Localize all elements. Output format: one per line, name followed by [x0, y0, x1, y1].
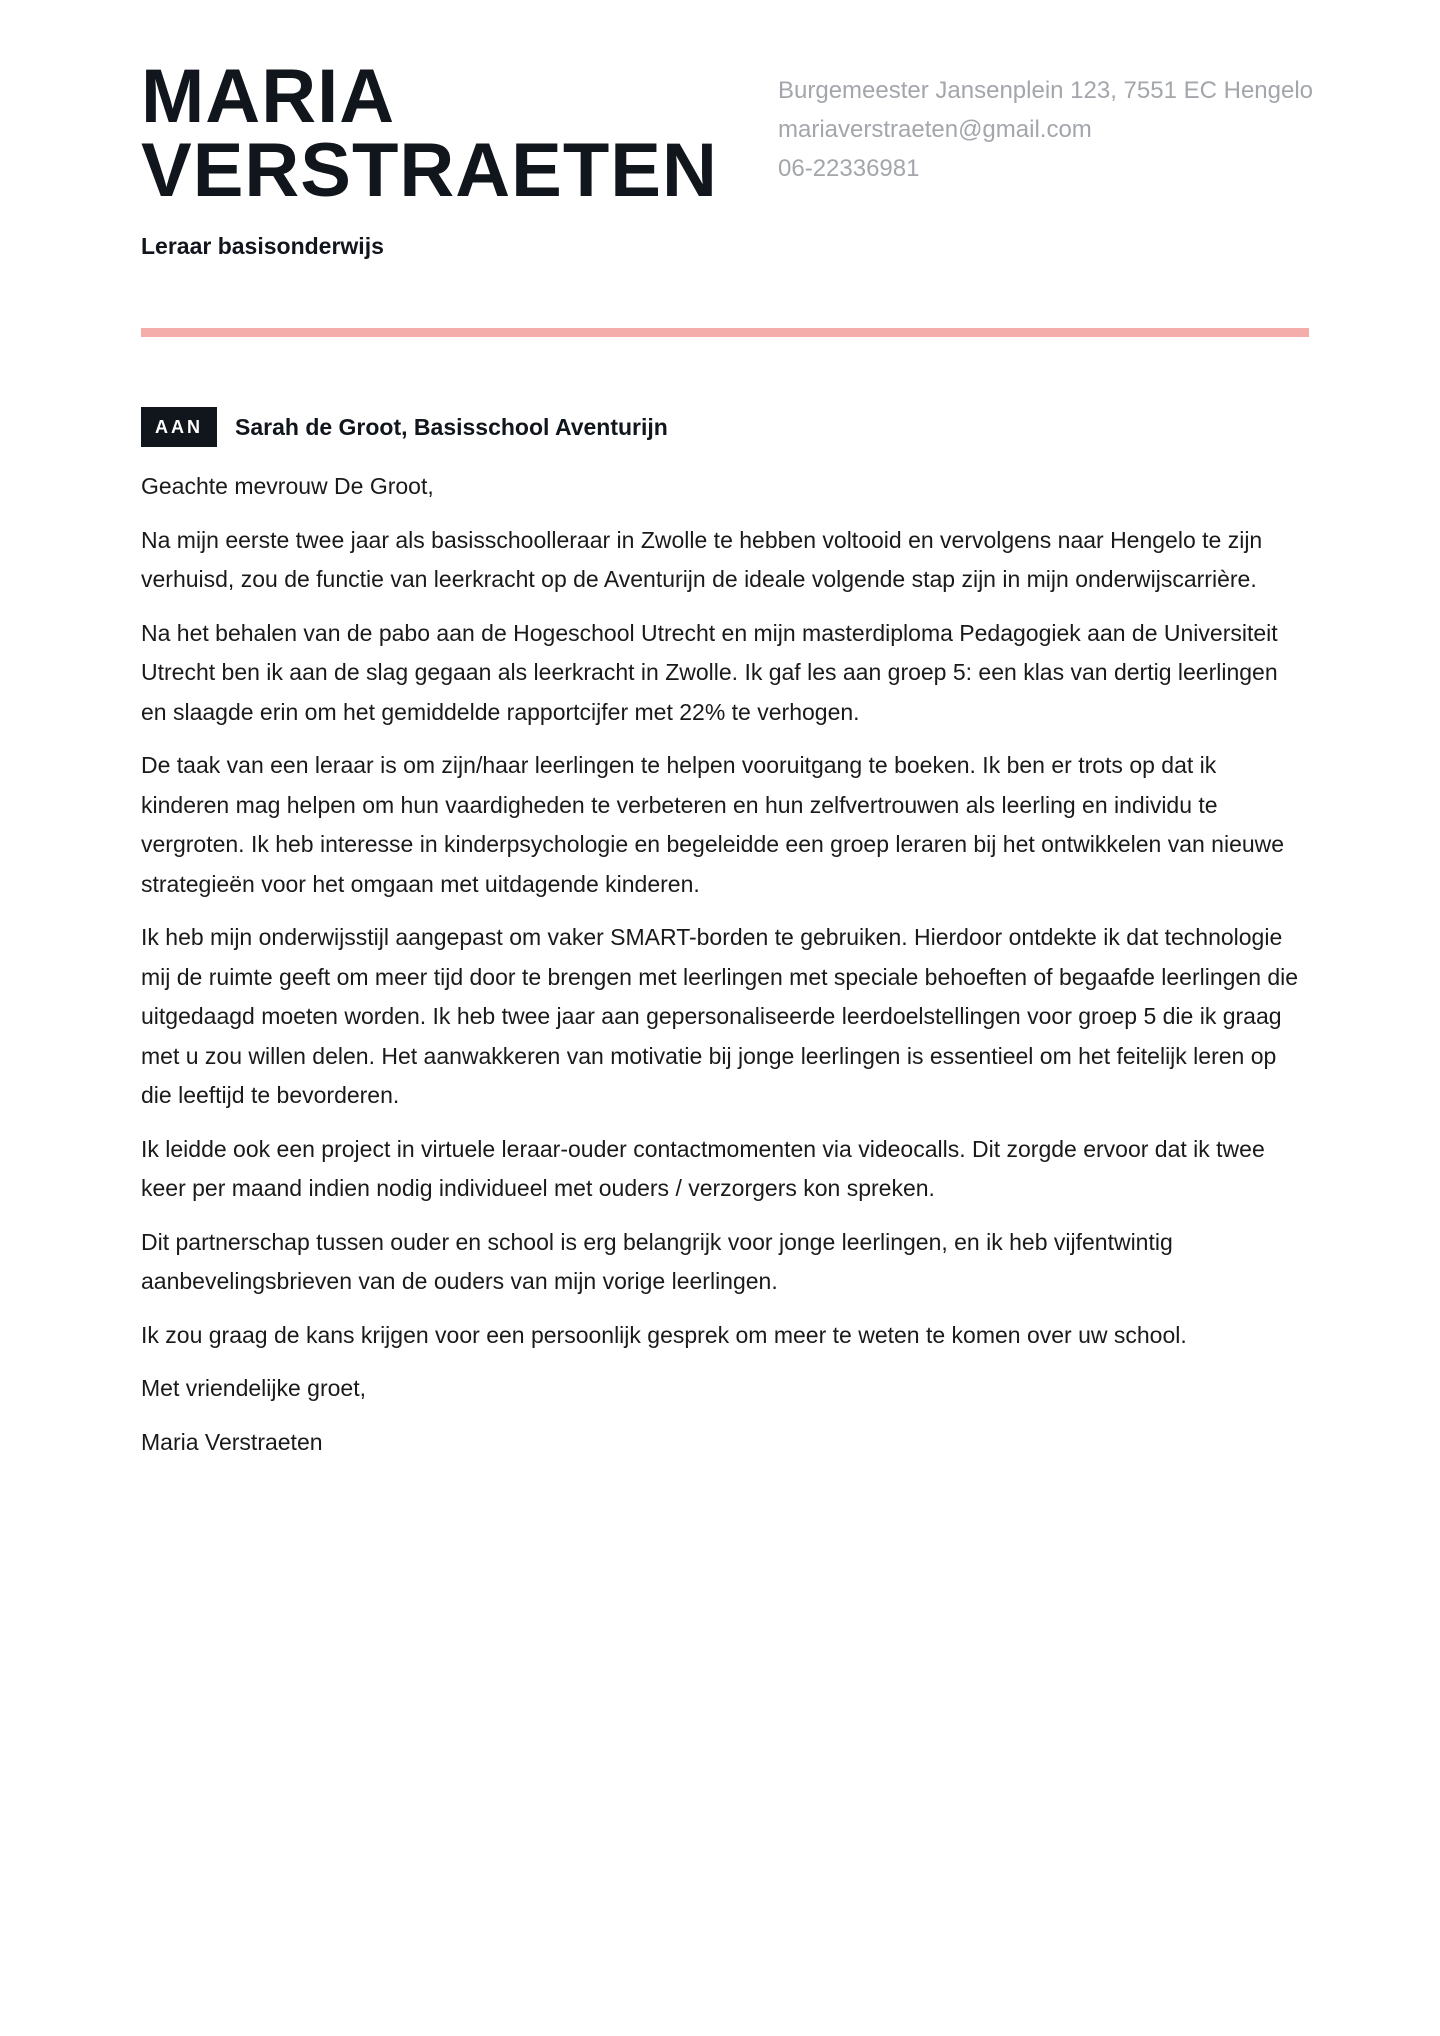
contact-address: Burgemeester Jansenplein 123, 7551 EC Hengelo — [778, 77, 1314, 104]
contact-email: mariaverstraeten@gmail.com — [778, 116, 1092, 143]
letter-paragraph: Na mijn eerste twee jaar als basisschoolleraar in Zwolle te hebben voltooid en vervolgens naar Hengelo te zijn verhuisd, zou de functie van leerkracht op de Aventurijn de ideale volgende stap zijn in mijn onderwijscarrière. — [141, 526, 1263, 592]
recipient-name: Sarah de Groot, Basisschool Aventurijn — [235, 413, 668, 440]
letter-paragraph: Ik zou graag de kans krijgen voor een persoonlijk gesprek om meer te weten te komen over uw school. — [141, 1321, 1187, 1348]
job-title: Leraar basisonderwijs — [141, 233, 384, 259]
letter-salutation: Geachte mevrouw De Groot, — [141, 473, 434, 499]
header-divider — [141, 328, 1309, 337]
contact-phone: 06-22336981 — [778, 155, 920, 182]
letter-header — [141, 54, 1314, 270]
letter-signature: Maria Verstraeten — [141, 1428, 323, 1455]
applicant-last-name: VERSTRAETEN — [141, 128, 718, 213]
cover-letter-page — [141, 54, 1314, 1455]
recipient-line — [141, 407, 668, 447]
letter-paragraph: De taak van een leraar is om zijn/haar leerlingen te helpen vooruitgang te boeken. Ik ben er trots op dat ik kinderen mag helpen om hun vaardigheden te verbeteren en hun zelfvertrouwen als leerling en individu te vergroten. Ik heb interesse in kinderpsychologie en begeleidde een groep leraren bij het ontwikkelen van nieuwe strategieën voor het omgaan met uitdagende kinderen. — [141, 752, 1285, 897]
applicant-name — [141, 54, 718, 213]
recipient-badge: AAN — [141, 407, 217, 447]
letter-paragraph: Na het behalen van de pabo aan de Hogeschool Utrecht en mijn masterdiploma Pedagogiek aan de Universiteit Utrecht ben ik aan de slag gegaan als leerkracht in Zwolle. Ik gaf les aan groep 5: een klas van dertig leerlingen en slaagde erin om het gemiddelde rapportcijfer met 22% te verhogen. — [141, 619, 1278, 725]
letter-body — [141, 467, 1309, 1476]
letter-paragraph: Ik leidde ook een project in virtuele leraar-ouder contactmomenten via videocalls. Dit zorgde ervoor dat ik twee keer per maand indien nodig individueel met ouders / verzorgers kon spreken. — [141, 1135, 1265, 1201]
contact-info — [778, 71, 1313, 188]
letter-closing: Met vriendelijke groet, — [141, 1375, 366, 1401]
letter-paragraph: Dit partnerschap tussen ouder en school is erg belangrijk voor jonge leerlingen, en ik heb vijfentwintig aanbevelingsbrieven van de ouders van mijn vorige leerlingen. — [141, 1228, 1173, 1294]
letter-paragraph: Ik heb mijn onderwijsstijl aangepast om vaker SMART-borden te gebruiken. Hierdoor ontdekte ik dat technologie mij de ruimte geeft om meer tijd door te brengen met leerlingen met speciale behoeften of begaafde leerlingen die uitgedaagd moeten worden. Ik heb twee jaar aan gepersonaliseerde leerdoelstellingen voor groep 5 die ik graag met u zou willen delen. Het aanwakkeren van motivatie bij jonge leerlingen is essentieel om het feitelijk leren op die leeftijd te bevorderen. — [141, 924, 1299, 1108]
applicant-first-name: MARIA — [141, 54, 396, 139]
